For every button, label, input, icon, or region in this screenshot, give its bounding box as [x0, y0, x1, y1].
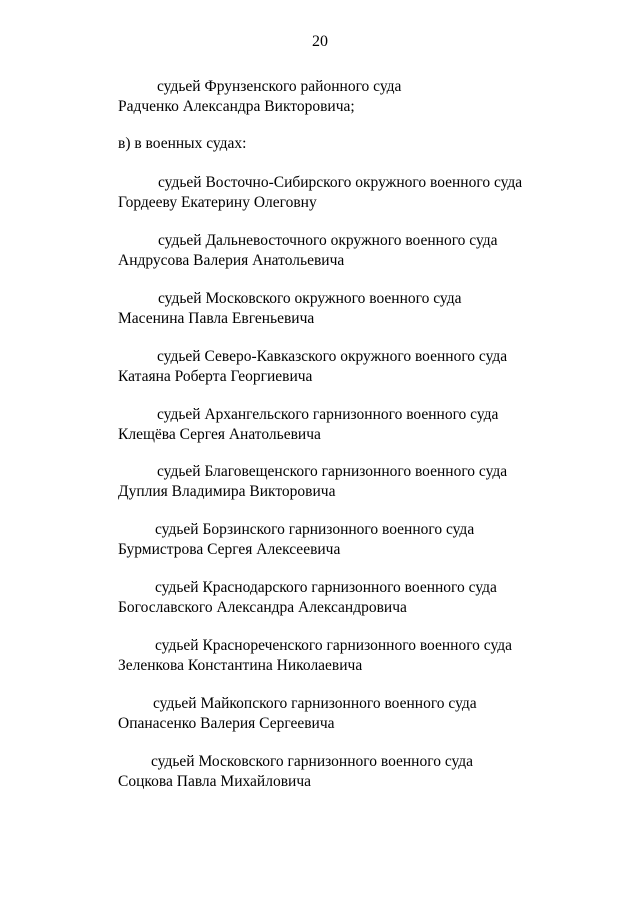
entry-name: Дуплия Владимира Викторовича — [118, 483, 336, 500]
section-heading: в) в военных судах: — [118, 135, 247, 152]
entry-position: судьей Восточно-Сибирского окружного военного суда — [158, 174, 523, 191]
intro-entry-name: Радченко Александра Викторовича; — [118, 98, 355, 115]
entry-position: судьей Дальневосточного окружного военного суда — [158, 232, 498, 249]
intro-entry-position: судьей Фрунзенского районного суда — [157, 78, 402, 95]
entry-name: Опанасенко Валерия Сергеевича — [118, 715, 335, 732]
entry-position: судьей Северо-Кавказского окружного военного суда — [157, 348, 508, 365]
entry-position: судьей Краснодарского гарнизонного военного суда — [155, 579, 497, 596]
entry-name: Клещёва Сергея Анатольевича — [118, 426, 321, 443]
entry-position: судьей Майкопского гарнизонного военного суда — [153, 695, 477, 712]
entry-position: судьей Краснореченского гарнизонного военного суда — [155, 637, 513, 654]
entry-name: Зеленкова Константина Николаевича — [118, 657, 363, 674]
entry-name: Гордееву Екатерину Олеговну — [118, 194, 317, 211]
entry-position: судьей Благовещенского гарнизонного военного суда — [157, 463, 508, 480]
entry-position: судьей Борзинского гарнизонного военного суда — [155, 521, 475, 538]
entry-name: Бурмистрова Сергея Алексеевича — [118, 541, 341, 558]
entry-name: Масенина Павла Евгеньевича — [118, 310, 315, 327]
page-number: 20 — [312, 33, 328, 50]
entry-position: судьей Московского гарнизонного военного суда — [151, 753, 474, 770]
entry-position: судьей Архангельского гарнизонного военного суда — [157, 406, 499, 423]
entry-name: Андрусова Валерия Анатольевича — [118, 252, 345, 269]
entry-name: Соцкова Павла Михайловича — [118, 773, 311, 790]
entry-position: судьей Московского окружного военного суда — [158, 290, 462, 307]
entry-name: Богославского Александра Александровича — [118, 599, 407, 616]
entry-name: Катаяна Роберта Георгиевича — [118, 368, 313, 385]
